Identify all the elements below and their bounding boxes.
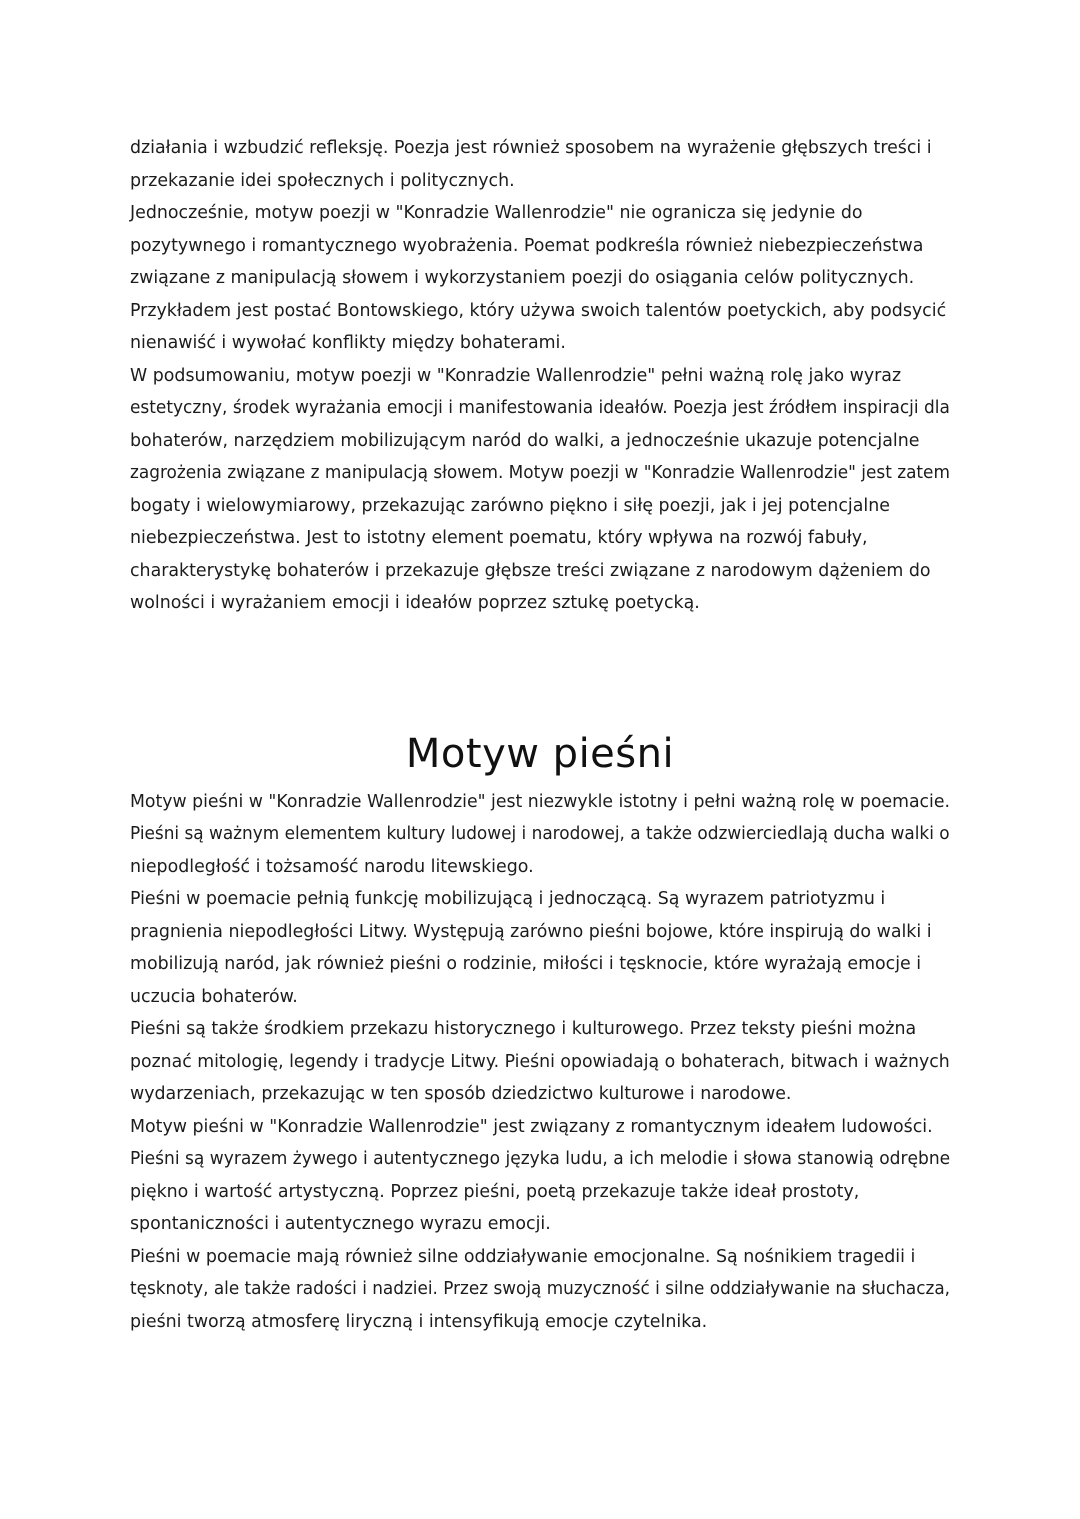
text-line: poznać mitologię, legendy i tradycje Litwy. Pieśni opowiadają o bohaterach, bitwach i ważnych xyxy=(130,1051,950,1072)
text-line: charakterystykę bohaterów i przekazuje głębsze treści związane z narodowym dążeniem do xyxy=(130,560,931,581)
text-line: wolności i wyrażaniem emocji i ideałów poprzez sztukę poetycką. xyxy=(130,593,700,613)
section-song-motif-text xyxy=(130,786,950,1339)
text-line: niepodległość i tożsamość narodu litewskiego. xyxy=(130,856,534,877)
text-line: bohaterów, narzędziem mobilizującym naród do walki, a jednocześnie ukazuje potencjalne xyxy=(130,430,920,451)
text-line: tęsknoty, ale także radości i nadziei. Przez swoją muzyczność i silne oddziaływanie na słuchacza, xyxy=(130,1279,951,1299)
text-line: piękno i wartość artystyczną. Poprzez pieśni, poetą przekazuje także ideał prostoty, xyxy=(130,1181,860,1202)
text-line: Pieśni w poemacie mają również silne oddziaływanie emocjonalne. Są nośnikiem tragedii i xyxy=(130,1246,916,1267)
text-line: przekazanie idei społecznych i politycznych. xyxy=(130,170,515,191)
text-line: pragnienia niepodległości Litwy. Występują zarówno pieśni bojowe, które inspirują do walki i xyxy=(130,921,932,942)
section-heading: Motyw pieśni xyxy=(405,730,675,777)
text-line: wydarzeniach, przekazując w ten sposób dziedzictwo kulturowe i narodowe. xyxy=(130,1084,792,1104)
text-line: uczucia bohaterów. xyxy=(130,986,298,1007)
text-line: Jednocześnie, motyw poezji w "Konradzie Wallenrodzie" nie ogranicza się jedynie do xyxy=(130,203,863,223)
text-line: Motyw pieśni w "Konradzie Wallenrodzie" jest niezwykle istotny i pełni ważną rolę w poemacie. xyxy=(130,791,950,812)
text-line: niebezpieczeństwa. Jest to istotny element poematu, który wpływa na rozwój fabuły, xyxy=(130,528,868,548)
text-line: Pieśni są także środkiem przekazu historycznego i kulturowego. Przez teksty pieśni można xyxy=(130,1019,917,1039)
text-line: Pieśni są ważnym elementem kultury ludowej i narodowej, a także odzwierciedlają ducha walki o xyxy=(130,824,950,844)
text-line: pozytywnego i romantycznego wyobrażenia. Poemat podkreśla również niebezpieczeństwa xyxy=(130,235,924,256)
text-line: bogaty i wielowymiarowy, przekazując zarówno piękno i siłę poezji, jak i jej potencjalne xyxy=(130,495,890,516)
text-line: zagrożenia związane z manipulacją słowem. Motyw poezji w "Konradzie Wallenrodzie" jest zatem xyxy=(130,463,950,483)
text-line: Pieśni są wyrazem żywego i autentycznego języka ludu, a ich melodie i słowa stanowią odrębne xyxy=(130,1149,951,1169)
text-line: pieśni tworzą atmosferę liryczną i intensyfikują emocje czytelnika. xyxy=(130,1311,708,1332)
text-line: mobilizują naród, jak również pieśni o rodzinie, miłości i tęsknocie, które wyrażają emocje i xyxy=(130,954,922,974)
section-spacer xyxy=(130,620,950,728)
text-line: związane z manipulacją słowem i wykorzystaniem poezji do osiągania celów politycznych. xyxy=(130,268,915,288)
text-line: Pieśni w poemacie pełnią funkcję mobilizującą i jednoczącą. Są wyrazem patriotyzmu i xyxy=(130,889,886,909)
text-line: nienawiść i wywołać konflikty między bohaterami. xyxy=(130,333,566,353)
text-line: Motyw pieśni w "Konradzie Wallenrodzie" jest związany z romantycznym ideałem ludowości. xyxy=(130,1116,933,1137)
text-line: estetyczny, środek wyrażania emocji i manifestowania ideałów. Poezja jest źródłem inspiracji dla xyxy=(130,398,950,418)
section-poetry-motif-text xyxy=(130,132,950,620)
text-line: Przykładem jest postać Bontowskiego, który używa swoich talentów poetyckich, aby podsycić xyxy=(130,300,947,321)
text-line: spontaniczności i autentycznego wyrazu emocji. xyxy=(130,1214,551,1234)
text-line: działania i wzbudzić refleksję. Poezja jest również sposobem na wyrażenie głębszych treści i xyxy=(130,138,932,158)
document-page xyxy=(130,132,950,1338)
text-line: W podsumowaniu, motyw poezji w "Konradzie Wallenrodzie" pełni ważną rolę jako wyraz xyxy=(130,365,902,386)
